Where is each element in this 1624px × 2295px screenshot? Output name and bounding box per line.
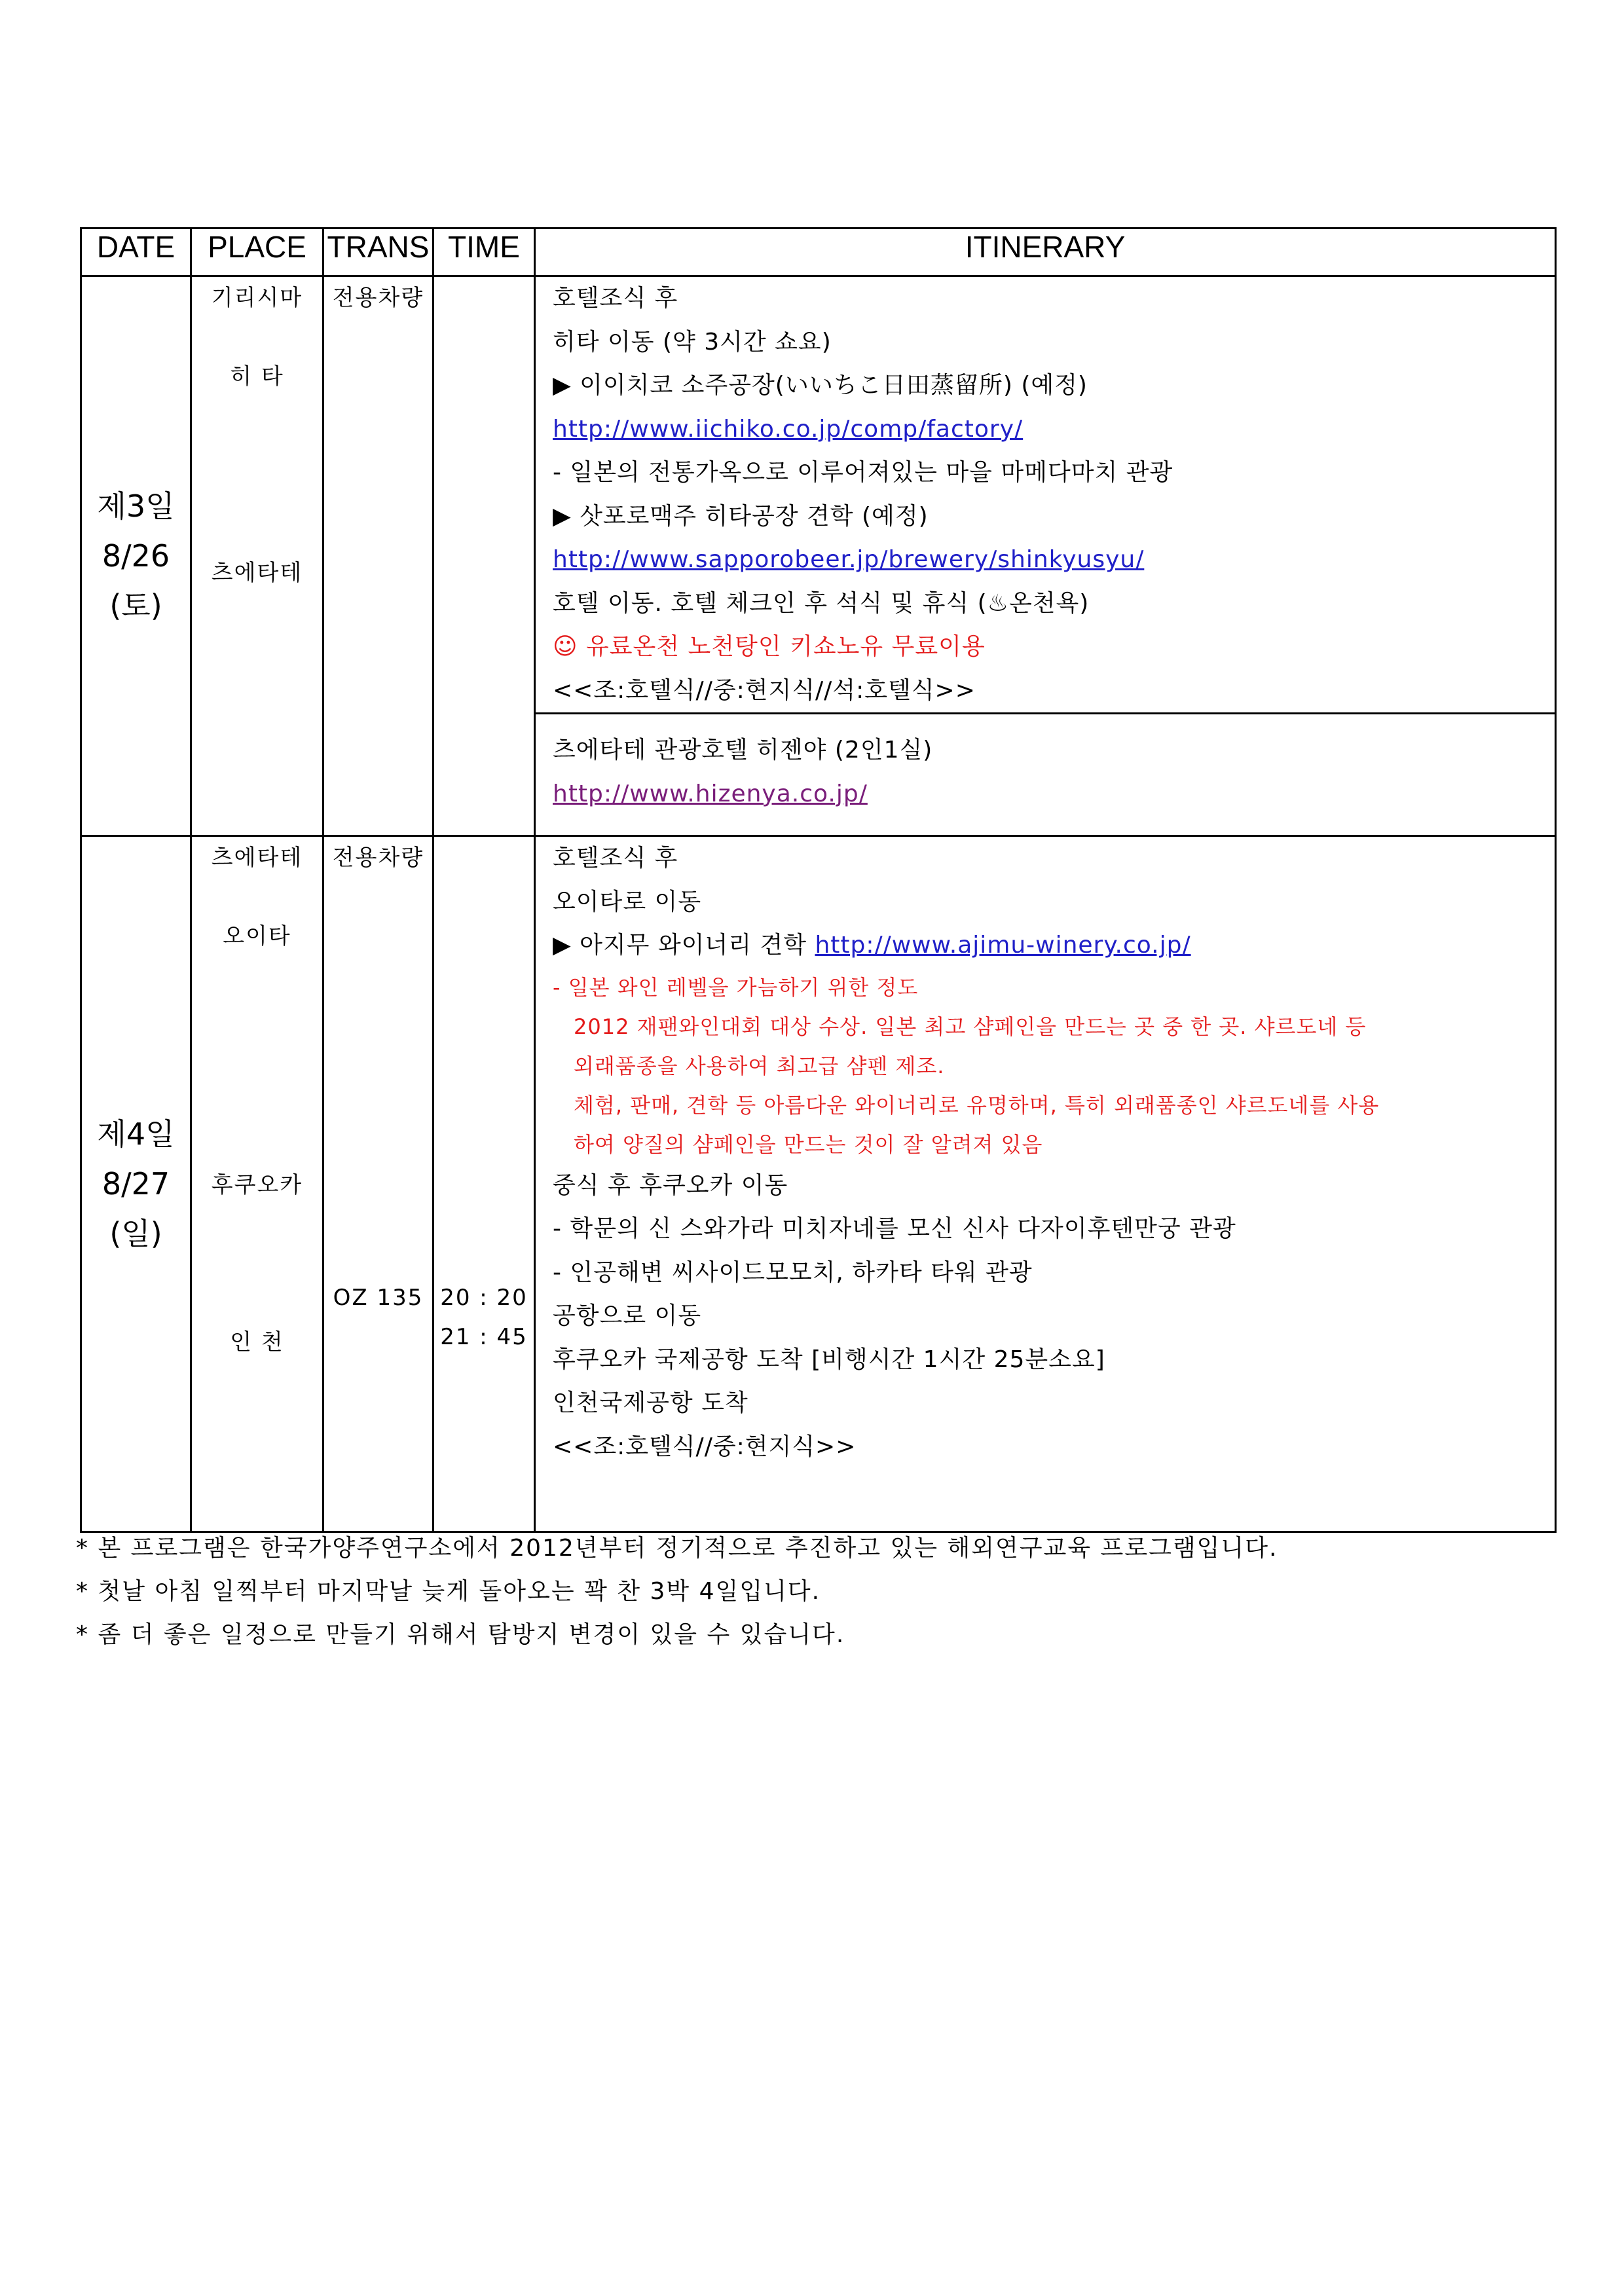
- day4-time-depart: 20 : 20: [440, 1285, 528, 1311]
- day3-time-cell: [434, 276, 535, 836]
- itinerary-table: [80, 227, 1557, 1533]
- day4-place-incheon: 인 천: [230, 1329, 284, 1355]
- day4-line-incheon: 인천국제공항 도착: [553, 1389, 748, 1416]
- footnotes: [76, 1527, 1278, 1657]
- day4-line-breakfast: 호텔조식 후: [553, 845, 678, 872]
- day3-weekday: (토): [109, 588, 162, 623]
- day3-line-iichiko: ▶ 이이치코 소주공장(いいちこ日田蒸留所) (예정): [553, 372, 1088, 399]
- day4-line-wine-level: - 일본 와인 레벨을 가늠하기 위한 정도: [553, 974, 919, 1000]
- day4-day: 제4일: [97, 1116, 175, 1152]
- day3-line-checkin: 호텔 이동. 호텔 체크인 후 석식 및 휴식 (♨온천욕): [553, 589, 1090, 617]
- day4-trans-flight: OZ 135: [333, 1285, 424, 1311]
- iichiko-link[interactable]: http://www.iichiko.co.jp/comp/factory/: [553, 415, 1024, 443]
- day4-line-quality: 하여 양질의 샴페인을 만드는 것이 잘 알려져 있음: [574, 1131, 1043, 1157]
- day3-date: 8/26: [101, 538, 170, 574]
- day4-trans-cell: [323, 836, 434, 1532]
- day4-line-airport: 공항으로 이동: [553, 1302, 702, 1329]
- footnote-schedule: * 첫날 아침 일찍부터 마지막날 늦게 돌아오는 꽉 찬 3박 4일입니다.: [76, 1578, 821, 1605]
- day3-itinerary-cell: [535, 276, 1556, 714]
- day4-time-arrive: 21 : 45: [440, 1324, 528, 1350]
- day3-line-mamedamachi: - 일본의 전통가옥으로 이루어져있는 마을 마메다마치 관광: [553, 459, 1173, 486]
- day3-trans-cell: [323, 276, 434, 836]
- header-place: PLACE: [191, 229, 323, 276]
- footnote-change: * 좀 더 좋은 일정으로 만들기 위해서 탐방지 변경이 있을 수 있습니다.: [76, 1621, 845, 1648]
- day3-place-cell: [191, 276, 323, 836]
- header-time: TIME: [434, 229, 535, 276]
- sapporo-link[interactable]: http://www.sapporobeer.jp/brewery/shinkyusyu/: [553, 546, 1145, 573]
- day4-trans-vehicle: 전용차량: [332, 845, 424, 871]
- day4-date: 8/27: [101, 1166, 170, 1202]
- day3-line-move-hita: 히타 이동 (약 3시간 쇼요): [553, 328, 832, 356]
- day3-place-kirishima: 기리시마: [211, 285, 303, 311]
- day4-place-oita: 오이타: [223, 923, 291, 949]
- day3-line-breakfast: 호텔조식 후: [553, 285, 678, 312]
- hizenya-link[interactable]: http://www.hizenya.co.jp/: [553, 780, 868, 807]
- day4-row: [81, 836, 1556, 1532]
- day4-line-meals: <<조:호텔식//중:현지식>>: [553, 1433, 857, 1460]
- day4-line-champagne: 외래품종을 사용하여 최고급 샴펜 제조.: [574, 1053, 945, 1078]
- day3-place-hita: 히 타: [230, 363, 284, 390]
- day3-line-sapporo: ▶ 삿포로맥주 히타공장 견학 (예정): [553, 502, 929, 530]
- day3-hotel-name: 츠에타테 관광호텔 히젠야 (2인1실): [553, 737, 933, 763]
- day3-line-meals: <<조:호텔식//중:현지식//석:호텔식>>: [553, 676, 976, 704]
- day4-date-cell: [81, 836, 191, 1532]
- day4-place-tsuetate: 츠에타테: [211, 845, 303, 871]
- day3-place-tsuetate: 츠에타테: [211, 560, 303, 586]
- itinerary-sheet: [80, 227, 1555, 1533]
- day4-line-lunch: 중식 후 후쿠오카 이동: [553, 1171, 788, 1199]
- header-trans: TRANS: [323, 229, 434, 276]
- day4-line-dazaifu: - 학문의 신 스와가라 미치자네를 모신 신사 다자이후텐만궁 관광: [553, 1215, 1236, 1242]
- day3-trans: 전용차량: [332, 285, 424, 311]
- ajimu-link[interactable]: http://www.ajimu-winery.co.jp/: [815, 932, 1191, 959]
- day4-line-move-oita: 오이타로 이동: [553, 888, 702, 915]
- day4-line-award: 2012 재팬와인대회 대상 수상. 일본 최고 샴페인을 만드는 곳 중 한 곳. 샤르도네 등: [574, 1014, 1367, 1039]
- day4-place-cell: [191, 836, 323, 1532]
- day3-row: [81, 276, 1556, 714]
- day4-line-winery-famous: 체험, 판매, 견학 등 아름다운 와이너리로 유명하며, 특히 외래품종인 샤르도네를 사용: [574, 1092, 1380, 1118]
- day3-date-cell: [81, 276, 191, 836]
- day3-day: 제3일: [97, 488, 175, 524]
- day4-line-fukuoka-airport: 후쿠오카 국제공항 도착 [비행시간 1시간 25분소요]: [553, 1346, 1105, 1373]
- day4-line-ajimu: ▶ 아지무 와이너리 견학: [553, 932, 815, 959]
- day4-weekday: (일): [109, 1216, 162, 1251]
- header-row: [81, 229, 1556, 276]
- day4-itinerary-cell: [535, 836, 1556, 1532]
- day4-time-cell: [434, 836, 535, 1532]
- header-itinerary: ITINERARY: [535, 229, 1556, 276]
- day3-hotel-cell: [535, 714, 1556, 836]
- day4-place-fukuoka: 후쿠오카: [211, 1172, 303, 1198]
- header-date: DATE: [81, 229, 191, 276]
- day3-line-onsen: ☺ 유료온천 노천탕인 키쇼노유 무료이용: [553, 633, 986, 660]
- day4-line-momochi: - 인공해변 씨사이드모모치, 하카타 타워 관광: [553, 1258, 1033, 1286]
- footnote-program: * 본 프로그램은 한국가양주연구소에서 2012년부터 정기적으로 추진하고 있는 해외연구교육 프로그램입니다.: [76, 1535, 1278, 1562]
